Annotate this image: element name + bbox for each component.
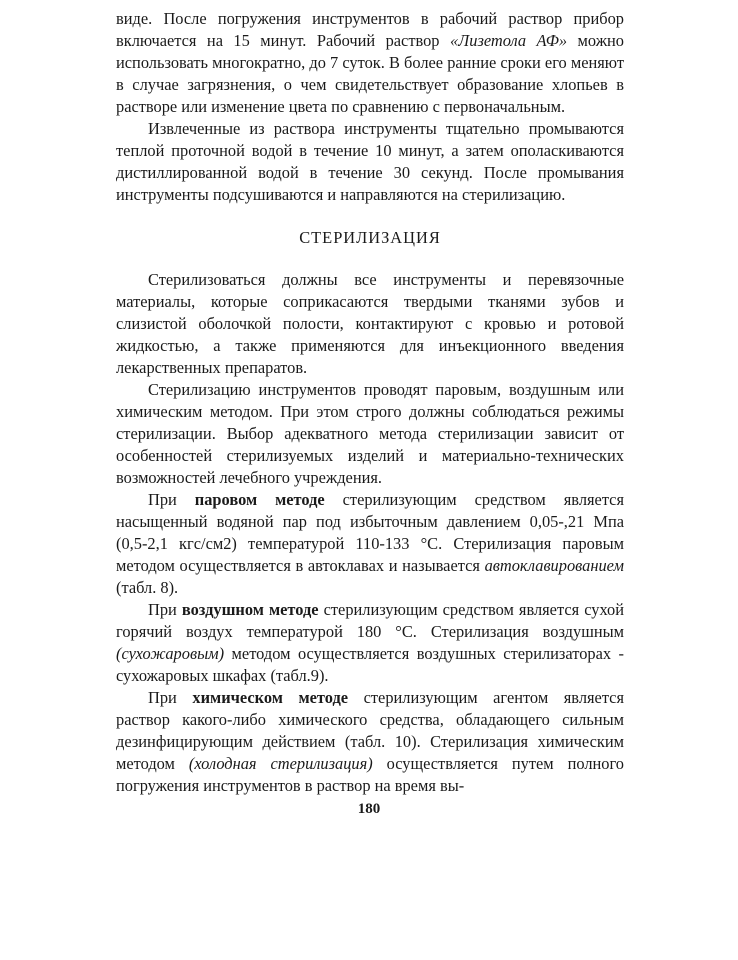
- text-run: стерилизующим средством является насыщенный водяной пар под избыточным давлением 0,05-,21 Мпа (0,5-2,1 кгс/см2) температурой 110-133 °С. Стерилизация паровым методом осуществляется в автоклавах и называется: [116, 490, 624, 575]
- text-run: Стерилизацию инструментов проводят паровым, воздушным или химическим методом. При этом строго должны соблюдаться режимы стерилизации. Выбор адекватного метода стерилизации зависит от особенностей стерилизуемых изделий и материально-технических возможностей лечебного учреждения.: [116, 380, 624, 487]
- text-run: Извлеченные из раствора инструменты тщательно промываются теплой проточной водой в течение 10 минут, а затем ополаскиваются дистиллированной водой в течение 30 секунд. После промывания инструменты подсушиваются и направляются на стерилизацию.: [116, 119, 624, 204]
- paragraph-steam-method: [116, 489, 624, 599]
- bold-term: химическом методе: [192, 688, 349, 707]
- text-run: стерилизующим средством является сухой горячий воздух температурой 180 °С. Стерилизация воздушным: [116, 600, 624, 641]
- section-heading: СТЕРИЛИЗАЦИЯ: [299, 228, 441, 247]
- italic-term: (сухожаровым): [116, 644, 225, 663]
- text-run: можно использовать многократно, до 7 суток. В более ранние сроки его меняют в случае загрязнения, о чем свидетельствует образование хлопьев в растворе или изменение цвета по сравнению с первоначальным.: [116, 31, 624, 116]
- page-body: [116, 8, 624, 797]
- paragraph-rinsing: [116, 118, 624, 206]
- bold-term: паровом методе: [194, 490, 325, 509]
- text-run: осуществляется путем полного погружения инструментов в раствор на время вы-: [116, 754, 624, 795]
- paragraph-air-method: [116, 599, 624, 687]
- paragraph-lizetol-continuation: [116, 8, 624, 118]
- text-run: виде. После погружения инструментов в рабочий раствор прибор включается на 15 минут. Рабочий раствор: [116, 9, 624, 50]
- paragraph-sterilization-scope: [116, 269, 624, 379]
- bold-term: воздушном методе: [181, 600, 319, 619]
- paragraph-chemical-method: [116, 687, 624, 797]
- text-run: При: [148, 688, 193, 707]
- text-run: При: [148, 490, 195, 509]
- text-run: (табл. 8).: [116, 578, 179, 597]
- italic-product-name: «Лизетола АФ»: [449, 31, 568, 50]
- text-run: методом осуществляется воздушных стерилизаторах - сухожаровых шкафах (табл.9).: [116, 644, 624, 685]
- text-run: стерилизующим агентом является раствор какого-либо химического средства, обладающего сильным дезинфицирующим действием (табл. 10). Стерилизация химическим методом: [116, 688, 624, 773]
- text-run: Стерилизоваться должны все инструменты и перевязочные материалы, которые соприкасаются твердыми тканями зубов и слизистой оболочкой полости, контактируют с кровью и ротовой жидкостью, а также применяются для инъекционного введения лекарственных препаратов.: [116, 270, 624, 377]
- paragraph-sterilization-methods: [116, 379, 624, 489]
- text-run: При: [148, 600, 182, 619]
- italic-term: (холодная стерилизация): [188, 754, 373, 773]
- page-number: 180: [357, 801, 381, 817]
- italic-term: автоклавированием: [484, 556, 624, 575]
